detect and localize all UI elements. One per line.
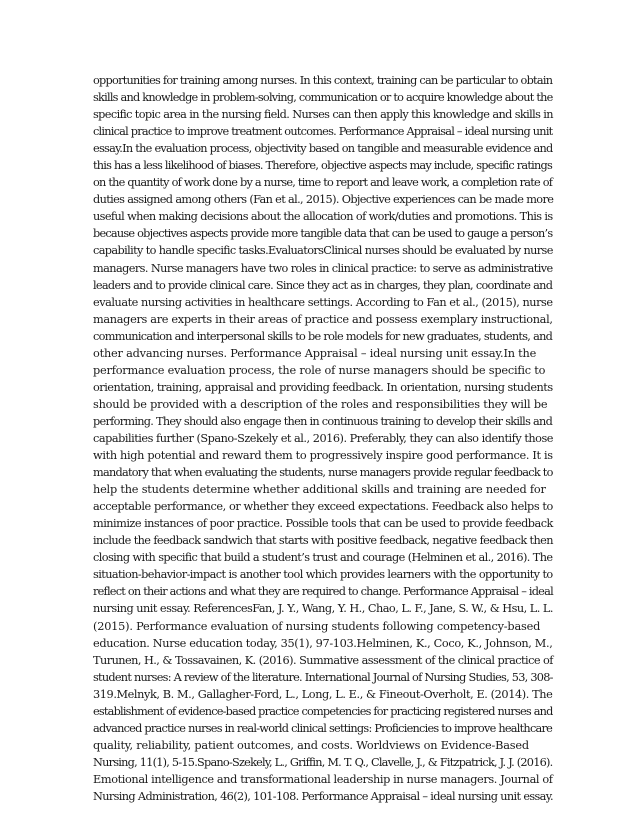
text-line-20: should be provided with a description of the roles and responsibilities they will be: [93, 397, 548, 411]
text-line-26: acceptable performance, or whether they exceed expectations. Feedback also helps to: [93, 500, 553, 514]
text-line-41: Nursing, 11(1), 5-15.Spano-Szekely, L., Griffin, M. T. Q., Clavelle, J., & Fitzpatrick, J. J. (2016).: [93, 755, 553, 769]
text-line-1: opportunities for training among nurses. In this context, training can be particular to obtain: [93, 74, 553, 87]
text-line-16: communication and interpersonal skills to be role models for new graduates, students, and: [93, 329, 553, 343]
text-line-28: include the feedback sandwich that starts with positive feedback, negative feedback then: [93, 534, 553, 548]
text-line-30: situation-behavior-impact is another tool which provides learners with the opportunity to: [93, 568, 553, 582]
text-line-4: clinical practice to improve treatment outcomes. Performance Appraisal – ideal nursing unit: [93, 125, 553, 139]
text-line-17: other advancing nurses. Performance Appraisal – ideal nursing unit essay.In the: [93, 346, 537, 360]
text-line-21: performing. They should also engage then in continuous training to develop their skills and: [93, 414, 553, 428]
text-line-38: establishment of evidence-based practice competencies for practicing registered nurses and: [93, 704, 553, 718]
text-line-42: Emotional intelligence and transformational leadership in nurse managers. Journal of: [93, 772, 553, 786]
text-line-12: managers. Nurse managers have two roles in clinical practice: to serve as administrative: [93, 261, 553, 275]
text-line-35: Turunen, H., & Tossavainen, K. (2016). Summative assessment of the clinical practice of: [93, 653, 553, 667]
text-line-37: 319.Melnyk, B. M., Gallagher-Ford, L., Long, L. E., & Fineout-Overholt, E. (2014). The: [93, 687, 553, 701]
text-line-8: duties assigned among others (Fan et al., 2015). Objective experiences can be made more: [93, 193, 554, 207]
text-line-22: capabilities further (Spano-Szekely et al., 2016). Preferably, they can also identify those: [93, 431, 554, 445]
text-line-39: advanced practice nurses in real-world clinical settings: Proficiencies to improve healthcare: [93, 721, 553, 735]
text-line-29: closing with specific that build a student’s trust and courage (Helminen et al., 2016). The: [93, 551, 553, 565]
text-line-23: with high potential and reward them to progressively inspire good performance. It is: [93, 449, 553, 463]
text-line-19: orientation, training, appraisal and providing feedback. In orientation, nursing students: [93, 380, 553, 394]
text-line-2: skills and knowledge in problem-solving, communication or to acquire knowledge about the: [93, 91, 553, 105]
text-line-10: because objectives aspects provide more tangible data that can be used to gauge a person’s: [93, 227, 553, 241]
text-line-36: student nurses: A review of the literature. International Journal of Nursing Studies, 53, 308-: [93, 670, 553, 684]
text-line-9: useful when making decisions about the allocation of work/duties and promotions. This is: [93, 210, 553, 224]
text-line-24: mandatory that when evaluating the students, nurse managers provide regular feedback to: [93, 466, 553, 480]
text-line-3: specific topic area in the nursing field. Nurses can then apply this knowledge and skills in: [93, 108, 553, 122]
text-line-5: essay.In the evaluation process, objectivity based on tangible and measurable evidence and: [93, 142, 553, 156]
text-line-7: on the quantity of work done by a nurse, time to report and leave work, a completion rate of: [93, 176, 553, 190]
text-line-6: this has a less likelihood of biases. Therefore, objective aspects may include, specific ratings: [93, 159, 553, 173]
text-line-25: help the students determine whether additional skills and training are needed for: [93, 483, 546, 497]
text-line-13: leaders and to provide clinical care. Since they act as in charges, they plan, coordinate and: [93, 278, 553, 292]
text-line-11: capability to handle specific tasks.EvaluatorsClinical nurses should be evaluated by nurse: [93, 244, 553, 258]
text-line-34: education. Nurse education today, 35(1), 97-103.Helminen, K., Coco, K., Johnson, M.,: [93, 636, 553, 650]
text-line-15: managers are experts in their areas of practice and possess exemplary instructional,: [93, 312, 553, 326]
body-text: [93, 72, 553, 805]
text-line-18: performance evaluation process, the role of nurse managers should be specific to: [93, 363, 546, 377]
text-line-14: evaluate nursing activities in healthcare settings. According to Fan et al., (2015), nurse: [93, 295, 553, 309]
text-line-27: minimize instances of poor practice. Possible tools that can be used to provide feedback: [93, 517, 553, 531]
text-line-40: quality, reliability, patient outcomes, and costs. Worldviews on Evidence-Based: [93, 738, 529, 752]
text-line-32: nursing unit essay. ReferencesFan, J. Y., Wang, Y. H., Chao, L. F., Jane, S. W., & Hsu, L. L.: [93, 602, 553, 616]
text-line-33: (2015). Performance evaluation of nursing students following competency-based: [93, 619, 541, 633]
text-line-43: Nursing Administration, 46(2), 101-108. Performance Appraisal – ideal nursing unit essay.: [93, 789, 553, 803]
text-line-31: reflect on their actions and what they are required to change. Performance Appraisal – ideal: [93, 585, 553, 599]
